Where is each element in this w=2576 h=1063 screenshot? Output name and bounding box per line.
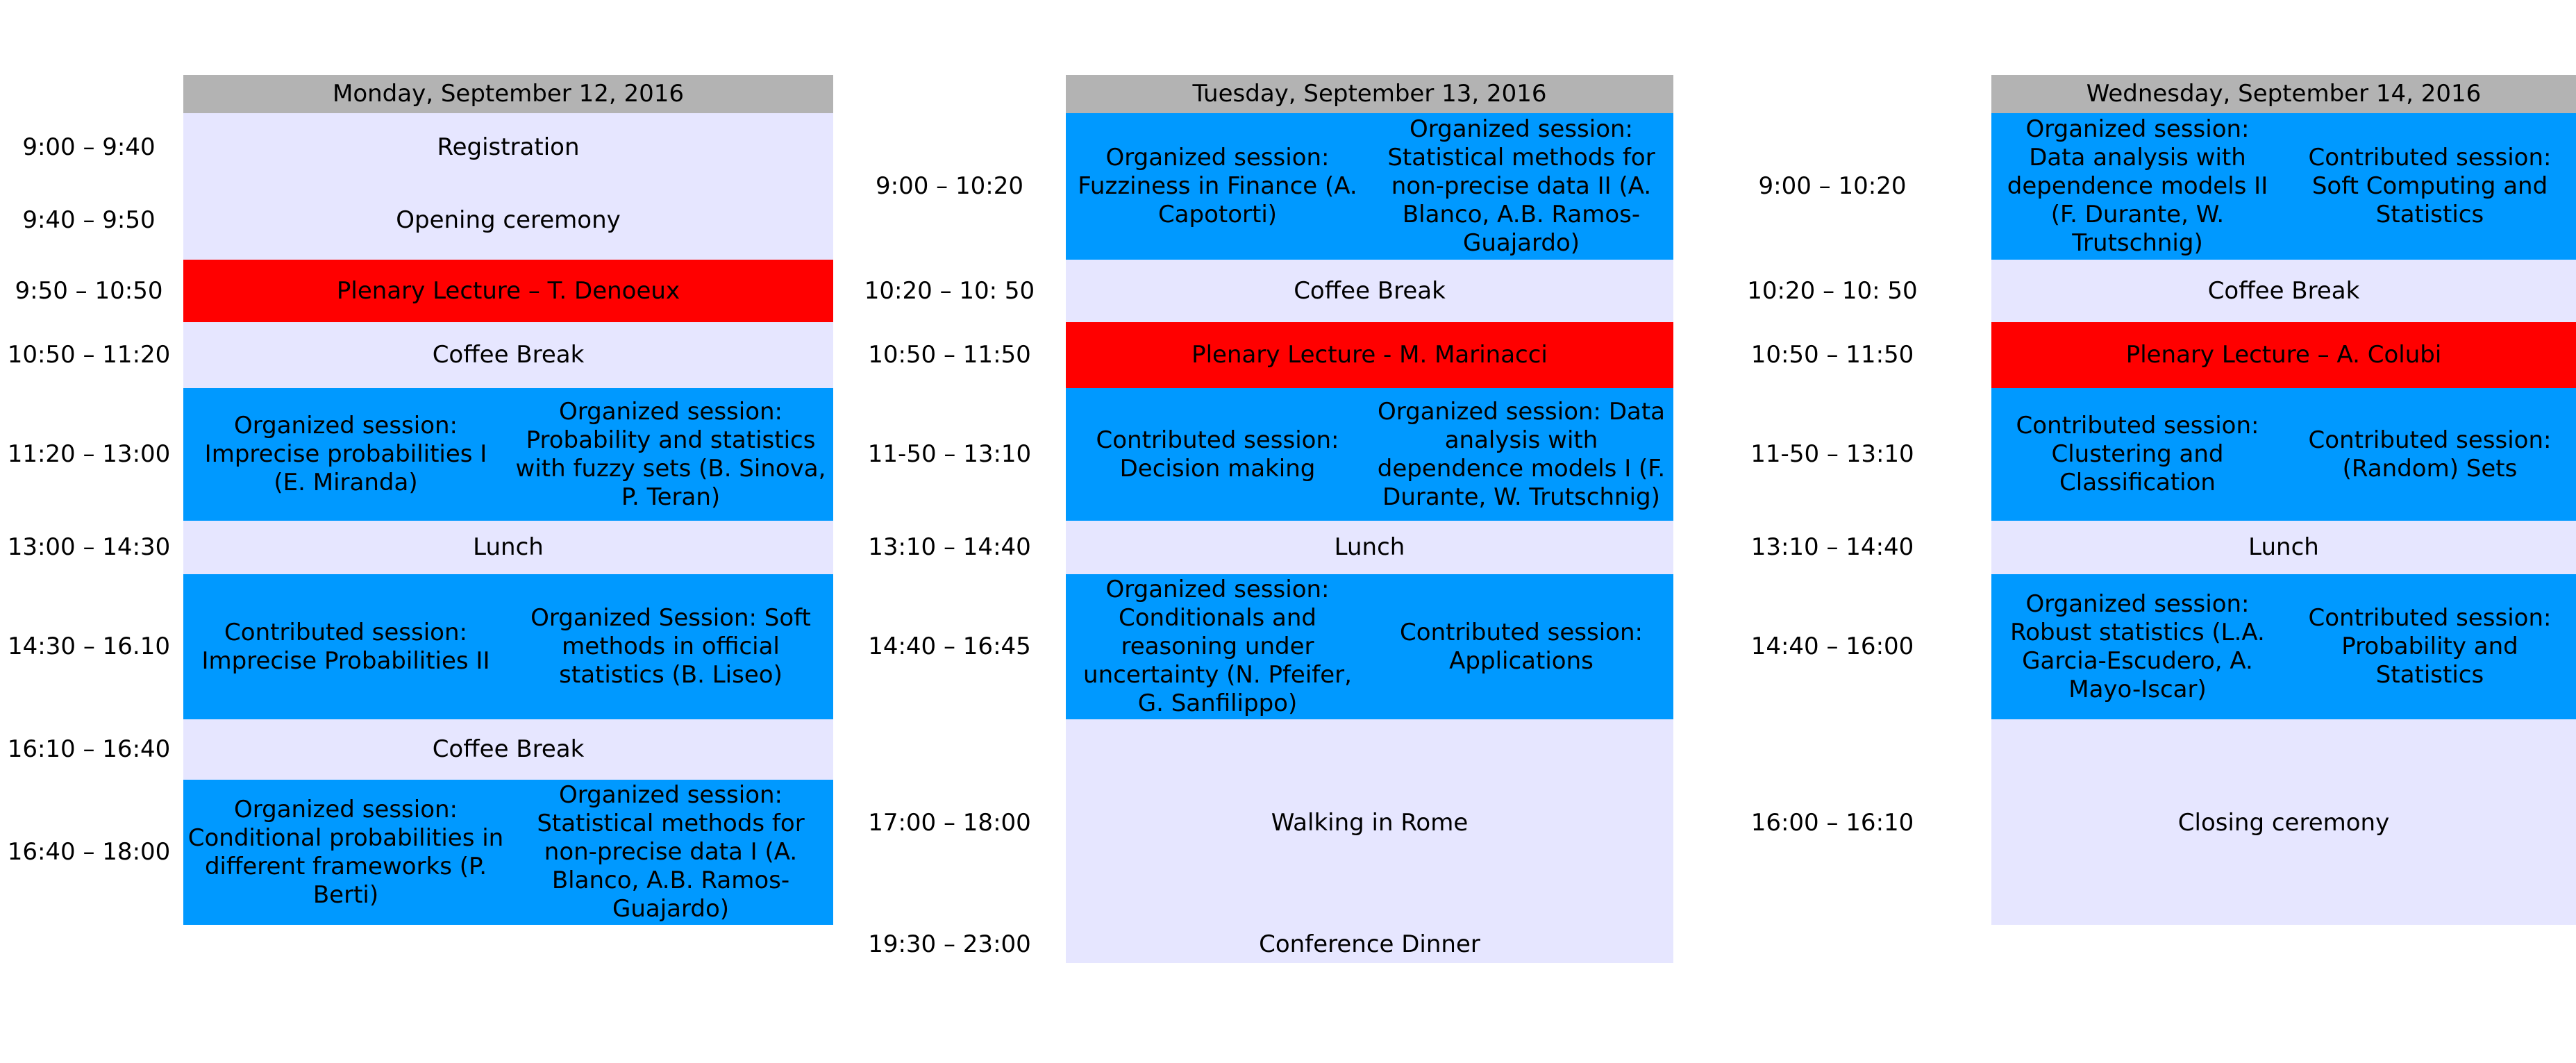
tuesday-session-3b: Contributed session: Applications (1400, 618, 1643, 675)
monday-time-2: 9:40 – 9:50 (22, 206, 156, 234)
monday-time-8: 16:10 – 16:40 (7, 735, 171, 763)
tuesday-header: Tuesday, September 13, 2016 (1066, 75, 1673, 113)
tuesday-session-block-1 (1066, 113, 1673, 260)
monday-time-4: 10:50 – 11:20 (7, 341, 171, 369)
tuesday-session-block-2 (1066, 388, 1673, 521)
wednesday-session-1b: Contributed session: Soft Computing and Statistics (2308, 144, 2552, 228)
monday-time-7: 14:30 – 16.10 (8, 633, 170, 660)
monday-opening-ceremony: Opening ceremony (183, 181, 833, 260)
tuesday-coffee-break: Coffee Break (1066, 260, 1673, 322)
tuesday-time-7: 17:00 – 18:00 (868, 809, 1031, 837)
monday-time-3: 9:50 – 10:50 (15, 276, 163, 305)
monday-lunch: Lunch (183, 521, 833, 574)
tuesday-session-block-3 (1066, 574, 1673, 719)
wednesday-closing-ceremony: Closing ceremony (2177, 809, 2390, 837)
wednesday-header: Wednesday, September 14, 2016 (1991, 75, 2576, 113)
wednesday-time-3: 10:50 – 11:50 (1750, 341, 1914, 369)
tuesday-session-1b: Organized session: Statistical methods for non-precise data II (A. Blanco, A.B. Ramos-Guajardo) (1387, 115, 1655, 257)
wednesday-time-7: 16:00 – 16:10 (1750, 809, 1914, 837)
wednesday-session-block-2 (1991, 388, 2576, 521)
monday-session-block-1 (183, 388, 833, 521)
tuesday-time-8: 19:30 – 23:00 (868, 930, 1031, 958)
monday-plenary-lecture: Plenary Lecture – T. Denoeux (183, 260, 833, 322)
monday-time-9: 16:40 – 18:00 (7, 838, 171, 866)
wednesday-time-6: 14:40 – 16:00 (1750, 633, 1914, 660)
monday-session-block-2 (183, 574, 833, 719)
tuesday-time-6: 14:40 – 16:45 (868, 633, 1031, 660)
monday-session-2b: Organized Session: Soft methods in official statistics (B. Liseo) (530, 604, 811, 689)
wednesday-coffee-break: Coffee Break (1991, 260, 2576, 322)
monday-session-block-3 (183, 780, 833, 925)
tuesday-session-2a: Contributed session: Decision making (1096, 426, 1339, 483)
wednesday-time-4: 11-50 – 13:10 (1750, 440, 1914, 468)
monday-session-2a: Contributed session: Imprecise Probabilities II (201, 618, 490, 675)
tuesday-session-1a: Organized session: Fuzziness in Finance (A. Capotorti) (1078, 144, 1357, 228)
monday-header: Monday, September 12, 2016 (183, 75, 833, 113)
monday-session-3b: Organized session: Statistical methods for non-precise data I (A. Blanco, A.B. Ramos-Guajardo) (537, 781, 805, 923)
monday-time-5: 11:20 – 13:00 (7, 440, 171, 468)
monday-coffee-break-1: Coffee Break (183, 322, 833, 388)
tuesday-time-4: 11-50 – 13:10 (867, 440, 1032, 468)
monday-time-1: 9:00 – 9:40 (22, 133, 156, 161)
tuesday-walking-in-rome: Walking in Rome (1271, 809, 1469, 837)
tuesday-session-2b: Organized session: Data analysis with dependence models I (F. Durante, W. Trutschnig) (1377, 397, 1666, 511)
wednesday-time-2: 10:20 – 10: 50 (1747, 276, 1918, 305)
monday-session-1b: Organized session: Probability and statistics with fuzzy sets (B. Sinova, P. Teran) (515, 397, 826, 511)
tuesday-time-1: 9:00 – 10:20 (876, 172, 1023, 200)
wednesday-time-1: 9:00 – 10:20 (1758, 172, 1907, 200)
tuesday-session-3a: Organized session: Conditionals and reasoning under uncertainty (N. Pfeifer, G. Sanfilippo) (1083, 576, 1352, 717)
tuesday-lunch: Lunch (1066, 521, 1673, 574)
wednesday-session-3b: Contributed session: Probability and Statistics (2308, 604, 2552, 689)
tuesday-time-3: 10:50 – 11:50 (868, 341, 1031, 369)
wednesday-session-2b: Contributed session: (Random) Sets (2308, 426, 2552, 483)
wednesday-session-2a: Contributed session: Clustering and Classification (2016, 412, 2259, 496)
monday-registration: Registration (183, 113, 833, 181)
monday-time-6: 13:00 – 14:30 (7, 533, 171, 561)
wednesday-session-3a: Organized session: Robust statistics (L.A. Garcia-Escudero, A. Mayo-Iscar) (2010, 589, 2265, 703)
wednesday-lunch: Lunch (1991, 521, 2576, 574)
monday-session-1a: Organized session: Imprecise probabilities I (E. Miranda) (204, 412, 487, 496)
tuesday-time-2: 10:20 – 10: 50 (864, 276, 1035, 305)
tuesday-plenary-lecture: Plenary Lecture - M. Marinacci (1066, 322, 1673, 388)
wednesday-plenary-lecture: Plenary Lecture – A. Colubi (1991, 322, 2576, 388)
wednesday-session-1a: Organized session: Data analysis with dependence models II (F. Durante, W. Trutschnig) (2007, 115, 2268, 257)
tuesday-time-5: 13:10 – 14:40 (868, 533, 1031, 561)
monday-coffee-break-2: Coffee Break (183, 719, 833, 780)
monday-session-3a: Organized session: Conditional probabilities in different frameworks (P. Berti) (187, 795, 504, 909)
wednesday-session-block-1 (1991, 113, 2576, 260)
tuesday-conference-dinner: Conference Dinner (1259, 930, 1480, 958)
wednesday-time-5: 13:10 – 14:40 (1750, 533, 1914, 561)
wednesday-session-block-3 (1991, 574, 2576, 719)
